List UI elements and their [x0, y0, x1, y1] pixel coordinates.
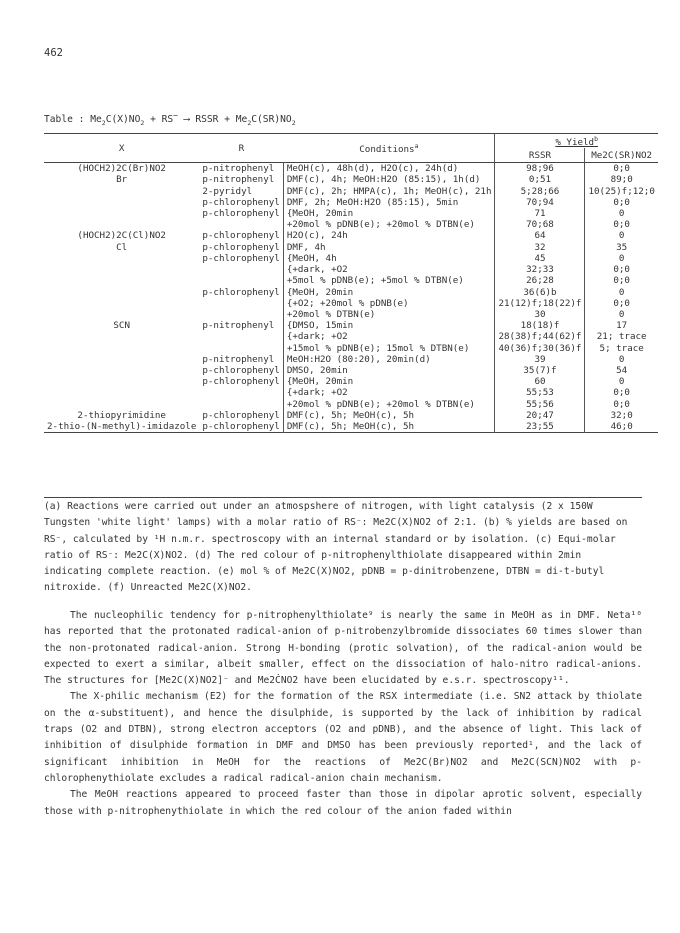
table-row — [44, 320, 658, 331]
cell-rssr: 32;33 — [495, 264, 585, 275]
cell-conditions: {+dark; +O2 — [283, 387, 495, 398]
cell-x: 2-thiopyrimidine — [77, 409, 166, 421]
cell-x — [44, 298, 199, 309]
table-row — [44, 399, 658, 410]
cell-me2csrno2: 0 — [585, 287, 658, 298]
cell-rssr: 70;94 — [495, 197, 585, 208]
table-row — [44, 208, 658, 219]
cell-conditions: {+O2; +20mol % pDNB(e) — [283, 298, 495, 309]
header-x: X — [118, 142, 125, 154]
cell-r: p-nitrophenyl — [202, 353, 275, 365]
cell-conditions: DMF(c), 2h; HMPA(c), 1h; MeOH(c), 21h — [283, 186, 495, 197]
cell-me2csrno2: 0;0 — [585, 298, 658, 309]
cell-r: p-chlorophenyl — [202, 241, 280, 253]
cell-conditions: +20mol % DTBN(e) — [283, 309, 495, 320]
cell-rssr: 36(6)b — [495, 287, 585, 298]
cell-rssr: 70;68 — [495, 219, 585, 230]
cell-r: p-chlorophenyl — [202, 420, 280, 432]
cell-conditions: +5mol % pDNB(e); +5mol % DTBN(e) — [283, 275, 495, 286]
cell-conditions: {MeOH, 20min — [283, 376, 495, 387]
cell-x: SCN — [113, 320, 130, 332]
table-row — [44, 365, 658, 376]
cell-x — [44, 186, 199, 197]
cell-rssr: 45 — [495, 253, 585, 264]
cell-me2csrno2: 89;0 — [585, 174, 658, 185]
page-number: 462 — [44, 47, 63, 59]
body-text — [44, 608, 642, 820]
cell-rssr: 71 — [495, 208, 585, 219]
table-row — [44, 163, 658, 175]
cell-conditions: DMF(c), 5h; MeOH(c), 5h — [283, 421, 495, 433]
cell-me2csrno2: 0 — [585, 376, 658, 387]
cell-me2csrno2: 0 — [585, 309, 658, 320]
cell-rssr: 26;28 — [495, 275, 585, 286]
cell-r: p-chlorophenyl — [202, 376, 280, 388]
cell-me2csrno2: 0;0 — [585, 264, 658, 275]
cell-me2csrno2: 0;0 — [585, 399, 658, 410]
cell-me2csrno2: 17 — [585, 320, 658, 331]
cell-me2csrno2: 10(25)f;12;0 — [585, 186, 658, 197]
cell-me2csrno2: 54 — [585, 365, 658, 376]
cell-x: (HOCH2)2C(Cl)NO2 — [77, 230, 166, 242]
cell-x — [44, 365, 199, 376]
cell-x: 2-thio-(N-methyl)-imidazole — [47, 420, 197, 432]
cell-r: p-chlorophenyl — [202, 409, 280, 421]
cell-conditions: {DMSO, 15min — [283, 320, 495, 331]
cell-r: 2-pyridyl — [202, 185, 253, 197]
table-row — [44, 376, 658, 387]
cell-me2csrno2: 32;0 — [585, 410, 658, 421]
cell-me2csrno2: 0 — [585, 230, 658, 241]
cell-x — [44, 343, 199, 354]
cell-rssr: 30 — [495, 309, 585, 320]
cell-x — [44, 219, 199, 230]
cell-x — [44, 197, 199, 208]
cell-rssr: 64 — [495, 230, 585, 241]
caption-prefix: Table : — [44, 114, 85, 126]
table-caption: Table : $Me_2C(X)NO_2 + RS^-$ ⟶ RSSR + $Me_2C(SR)NO_2$ — [44, 111, 296, 128]
cell-x — [44, 309, 199, 320]
cell-r: p-chlorophenyl — [202, 208, 280, 220]
cell-r: p-nitrophenyl — [202, 163, 275, 175]
cell-r — [199, 275, 283, 286]
cell-conditions: MeOH:H2O (80:20), 20min(d) — [283, 354, 495, 365]
cell-rssr: 32 — [495, 242, 585, 253]
cell-me2csrno2: 0;0 — [585, 163, 658, 175]
cell-conditions: +20mol % pDNB(e); +20mol % DTBN(e) — [283, 219, 495, 230]
cell-rssr: 39 — [495, 354, 585, 365]
cell-conditions: DMF, 4h — [283, 242, 495, 253]
header-yield: % Yield$^b$ — [495, 134, 658, 149]
cell-me2csrno2: 0 — [585, 253, 658, 264]
cell-r: p-nitrophenyl — [202, 320, 275, 332]
header-conditions: Conditions$^a$ — [359, 142, 419, 156]
cell-conditions: DMSO, 20min — [283, 365, 495, 376]
header-rssr: RSSR — [495, 148, 585, 163]
table-row — [44, 287, 658, 298]
table-row — [44, 197, 658, 208]
cell-x — [44, 399, 199, 410]
cell-r: p-chlorophenyl — [202, 252, 280, 264]
cell-rssr: 40(36)f;30(36)f — [495, 343, 585, 354]
table-row — [44, 186, 658, 197]
cell-rssr: 28(38)f;44(62)f — [495, 331, 585, 342]
cell-x — [44, 331, 199, 342]
cell-conditions: DMF, 2h; MeOH:H2O (85:15), 5min — [283, 197, 495, 208]
cell-x — [44, 287, 199, 298]
cell-r: p-chlorophenyl — [202, 364, 280, 376]
cell-me2csrno2: 35 — [585, 242, 658, 253]
cell-x: (HOCH2)2C(Br)NO2 — [77, 163, 166, 175]
cell-x: Br — [116, 174, 128, 186]
cell-conditions: {MeOH, 4h — [283, 253, 495, 264]
cell-rssr: 23;55 — [495, 421, 585, 433]
cell-me2csrno2: 46;0 — [585, 421, 658, 433]
cell-r — [199, 309, 283, 320]
cell-x — [44, 208, 199, 219]
header-r: R — [238, 142, 245, 154]
table-row — [44, 309, 658, 320]
cell-rssr: 55;53 — [495, 387, 585, 398]
cell-x — [44, 376, 199, 387]
table-row — [44, 410, 658, 421]
cell-r — [199, 343, 283, 354]
cell-me2csrno2: 0;0 — [585, 219, 658, 230]
cell-rssr: 98;96 — [495, 163, 585, 175]
table-row — [44, 421, 658, 433]
cell-rssr: 35(7)f — [495, 365, 585, 376]
cell-me2csrno2: 5; trace — [585, 343, 658, 354]
table-row — [44, 275, 658, 286]
cell-conditions: {+dark, +O2 — [283, 264, 495, 275]
cell-r — [199, 264, 283, 275]
table-row — [44, 174, 658, 185]
cell-r — [199, 387, 283, 398]
table-row — [44, 343, 658, 354]
cell-r — [199, 298, 283, 309]
cell-rssr: 21(12)f;18(22)f — [495, 298, 585, 309]
table-row — [44, 242, 658, 253]
cell-me2csrno2: 0 — [585, 354, 658, 365]
cell-conditions: MeOH(c), 48h(d), H2O(c), 24h(d) — [283, 163, 495, 175]
cell-rssr: 55;56 — [495, 399, 585, 410]
table-row — [44, 219, 658, 230]
cell-r — [199, 219, 283, 230]
table-row — [44, 230, 658, 241]
footnote-text: (a) Reactions were carried out under an atmospshere of nitrogen, with light catalysis (2 x 150W Tungsten 'white light' lamps) with a molar ratio of RS⁻: Me2C(X)NO2 of 2:1. (b) % yields are based on RS⁻, calculated by ¹H n.m.r. spectroscopy with an internal standard or by isolation. (c) Equi-molar ratio of RS⁻: Me2C(X)NO2. (d) The red colour of p-nitrophenylthiolate disappeared within 2min indicating complete reaction. (e) mol % of Me2C(X)NO2, pDNB = p-dinitrobenzene, DTBN = di-t-butyl nitroxide. (f) Unreacted Me2C(X)NO2. — [44, 501, 628, 594]
results-table — [44, 133, 658, 433]
cell-x — [44, 354, 199, 365]
cell-r: p-chlorophenyl — [202, 230, 280, 242]
cell-rssr: 60 — [495, 376, 585, 387]
table-footnotes — [44, 497, 642, 597]
cell-me2csrno2: 0 — [585, 208, 658, 219]
cell-x — [44, 387, 199, 398]
paragraph: The MeOH reactions appeared to proceed faster than those in dipolar aprotic solvent, especially those with p-nitrophenythiolate in which the red colour of the anion faded within — [44, 789, 642, 817]
cell-r: p-nitrophenyl — [202, 174, 275, 186]
cell-x — [44, 253, 199, 264]
table-row — [44, 264, 658, 275]
caption-lhs: Me — [90, 114, 102, 126]
cell-conditions: +20mol % pDNB(e); +20mol % DTBN(e) — [283, 399, 495, 410]
cell-rssr: 0;51 — [495, 174, 585, 185]
cell-x — [44, 264, 199, 275]
paragraph: The nucleophilic tendency for p-nitrophenylthiolate⁹ is nearly the same in MeOH as in DMF. Neta¹⁰ has reported that the protonated radical-anion of p-nitrobenzylbromide dissociates 60 times slower than the non-protonated radical-anion. Strong H-bonding (protic solvation), of the radical-anion would be expected to exert a similar, albeit smaller, effect on the dissociation of halo-nitro radical-anions. The structures for [Me2C(X)NO2]⁻ and Me2ĊNO2 have been elucidated by e.s.r. spectroscopy¹¹. — [44, 610, 642, 687]
cell-conditions: {MeOH, 20min — [283, 287, 495, 298]
cell-r: p-chlorophenyl — [202, 286, 280, 298]
cell-conditions: {+dark; +O2 — [283, 331, 495, 342]
cell-rssr: 18(18)f — [495, 320, 585, 331]
cell-conditions: H2O(c), 24h — [283, 230, 495, 241]
cell-me2csrno2: 0;0 — [585, 387, 658, 398]
cell-rssr: 5;28;66 — [495, 186, 585, 197]
table-row — [44, 354, 658, 365]
cell-r: p-chlorophenyl — [202, 196, 280, 208]
cell-conditions: DMF(c), 4h; MeOH:H2O (85:15), 1h(d) — [283, 174, 495, 185]
table-row — [44, 253, 658, 264]
paragraph: The X-philic mechanism (E2) for the formation of the RSX intermediate (i.e. SN2 attack by thiolate on the α-substituent), and hence the disulphide, is supported by the lack of inhibition by radical traps (O2 and DTBN), strong electron acceptors (O2 and pDNB), and the absence of light. This lack of inhibition of disulphide formation in DMF and DMSO has been previously reported¹, and the lack of significant inhibition in MeOH for the reactions of Me2C(Br)NO2 and Me2C(SCN)NO2 with p-chlorophenythiolate excludes a radical radical-anion chain mechanism. — [44, 691, 642, 784]
table-row — [44, 387, 658, 398]
cell-r — [199, 331, 283, 342]
cell-x — [44, 275, 199, 286]
table-row — [44, 298, 658, 309]
cell-conditions: DMF(c), 5h; MeOH(c), 5h — [283, 410, 495, 421]
table-row — [44, 331, 658, 342]
cell-rssr: 20;47 — [495, 410, 585, 421]
cell-me2csrno2: 0;0 — [585, 197, 658, 208]
cell-x: Cl — [116, 241, 128, 253]
cell-conditions: {MeOH, 20min — [283, 208, 495, 219]
cell-me2csrno2: 21; trace — [585, 331, 658, 342]
cell-me2csrno2: 0;0 — [585, 275, 658, 286]
header-me2csrno2: Me2C(SR)NO2 — [585, 148, 658, 163]
cell-r — [199, 399, 283, 410]
reaction-arrow: ⟶ — [183, 114, 190, 126]
cell-conditions: +15mol % pDNB(e); 15mol % DTBN(e) — [283, 343, 495, 354]
